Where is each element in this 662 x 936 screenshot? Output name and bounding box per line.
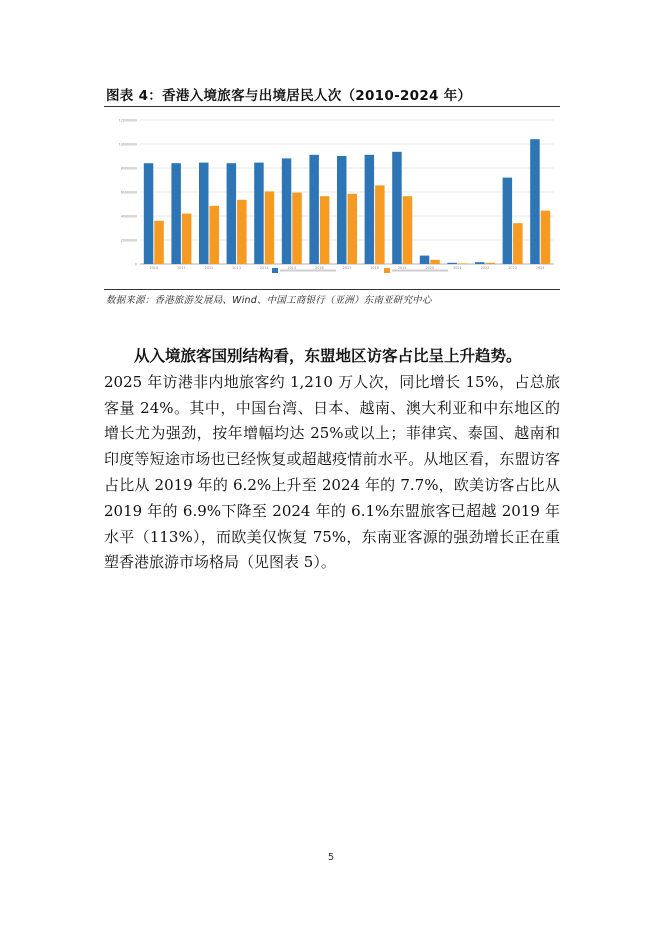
bar-series-b-2017 (348, 194, 358, 264)
bar-series-a-2024 (530, 139, 540, 264)
chart-bars (144, 139, 550, 264)
bar-series-a-2016 (309, 155, 319, 264)
legend-swatch (272, 268, 278, 273)
x-tick-label: 2019 (397, 266, 407, 270)
legend-swatch (384, 268, 390, 273)
bar-series-b-2011 (182, 214, 192, 264)
bar-series-a-2020 (420, 256, 430, 264)
x-tick-label: 2014 (259, 266, 269, 270)
figure-bottom-rule (104, 289, 560, 290)
body-paragraph-text: 2025 年访港非内地旅客约 1,210 万人次，同比增长 15%，占总旅客量 24%。其中，中国台湾、日本、越南、澳大利亚和中东地区的增长尤为强劲，按年增幅均达 25%或以上；菲律宾、泰国、越南和印度等短途市场也已经恢复或超越疫情前水平。从地区看，东盟访客占比从 2019 年的 6.2%上升至 2024 年的 7.7%，欧美访客占比从 2019 年的 6.9%下降至 2024 年的 6.1%东盟旅客已超越 2019 年水平（113%），而欧美仅恢复 75%，东南亚客源的强劲增长正在重塑香港旅游市场格局（见图表 5）。 (104, 372, 560, 572)
bar-series-b-2021 (458, 263, 468, 264)
bar-series-b-2012 (210, 206, 220, 264)
y-tick-label: 20000000 (120, 238, 137, 243)
bar-series-b-2013 (237, 200, 247, 264)
y-axis-tick-labels (119, 119, 137, 267)
x-tick-label: 2013 (232, 266, 241, 270)
figure-top-rule (104, 106, 560, 107)
x-tick-label: 2017 (342, 266, 352, 270)
bar-series-b-2022 (486, 263, 496, 264)
x-tick-label: 2015 (287, 266, 297, 270)
bar-series-b-2016 (320, 196, 330, 264)
bar-series-a-2015 (282, 158, 292, 264)
bar-series-a-2022 (475, 262, 485, 264)
y-tick-label: 80000000 (120, 166, 137, 171)
x-tick-label: 2016 (315, 266, 324, 270)
bar-series-a-2013 (227, 163, 237, 264)
bar-series-a-2023 (503, 178, 512, 264)
chart-legend (272, 268, 448, 273)
bar-series-a-2010 (144, 163, 154, 264)
bar-series-b-2010 (154, 221, 164, 264)
bar-series-b-2019 (403, 196, 413, 264)
bar-series-b-2023 (513, 223, 523, 264)
figure-title: 图表 4：香港入境旅客与出境居民人次（2010-2024 年） (106, 88, 472, 104)
x-tick-label: 2023 (508, 266, 517, 270)
y-tick-label: 60000000 (120, 190, 137, 195)
bar-series-b-2018 (375, 185, 385, 264)
y-tick-label: 40000000 (120, 214, 137, 219)
bar-series-a-2011 (171, 163, 181, 264)
x-tick-label: 2024 (535, 266, 545, 270)
bar-series-b-2020 (430, 260, 440, 264)
x-tick-label: 2010 (149, 266, 159, 270)
x-tick-label: 2018 (370, 266, 379, 270)
bar-series-a-2019 (392, 152, 402, 264)
body-lead-sentence: 从入境旅客国别结构看，东盟地区访客占比呈上升趋势。 (134, 347, 522, 365)
bar-series-a-2017 (337, 156, 347, 264)
bar-series-a-2021 (447, 263, 457, 264)
x-tick-label: 2020 (425, 266, 435, 270)
bar-series-a-2014 (254, 163, 264, 264)
y-tick-label: 0 (134, 262, 137, 267)
x-tick-label: 2021 (453, 266, 462, 270)
body-paragraph (104, 344, 560, 576)
x-tick-label: 2022 (480, 266, 490, 270)
bar-chart (104, 110, 560, 286)
figure-source-note: 数据来源：香港旅游发展局、Wind、中国工商银行（亚洲）东南亚研究中心 (106, 295, 432, 306)
y-tick-label: 120000000 (118, 118, 137, 123)
bar-series-b-2014 (265, 191, 275, 264)
y-tick-label: 100000000 (118, 142, 137, 147)
bar-series-b-2024 (541, 211, 551, 264)
bar-series-a-2018 (365, 155, 375, 264)
bar-series-b-2015 (292, 193, 302, 264)
bar-series-a-2012 (199, 163, 209, 264)
x-tick-label: 2012 (204, 266, 214, 270)
x-tick-label: 2011 (177, 266, 186, 270)
page-number: 5 (327, 852, 335, 863)
x-axis-tick-labels (149, 266, 544, 270)
